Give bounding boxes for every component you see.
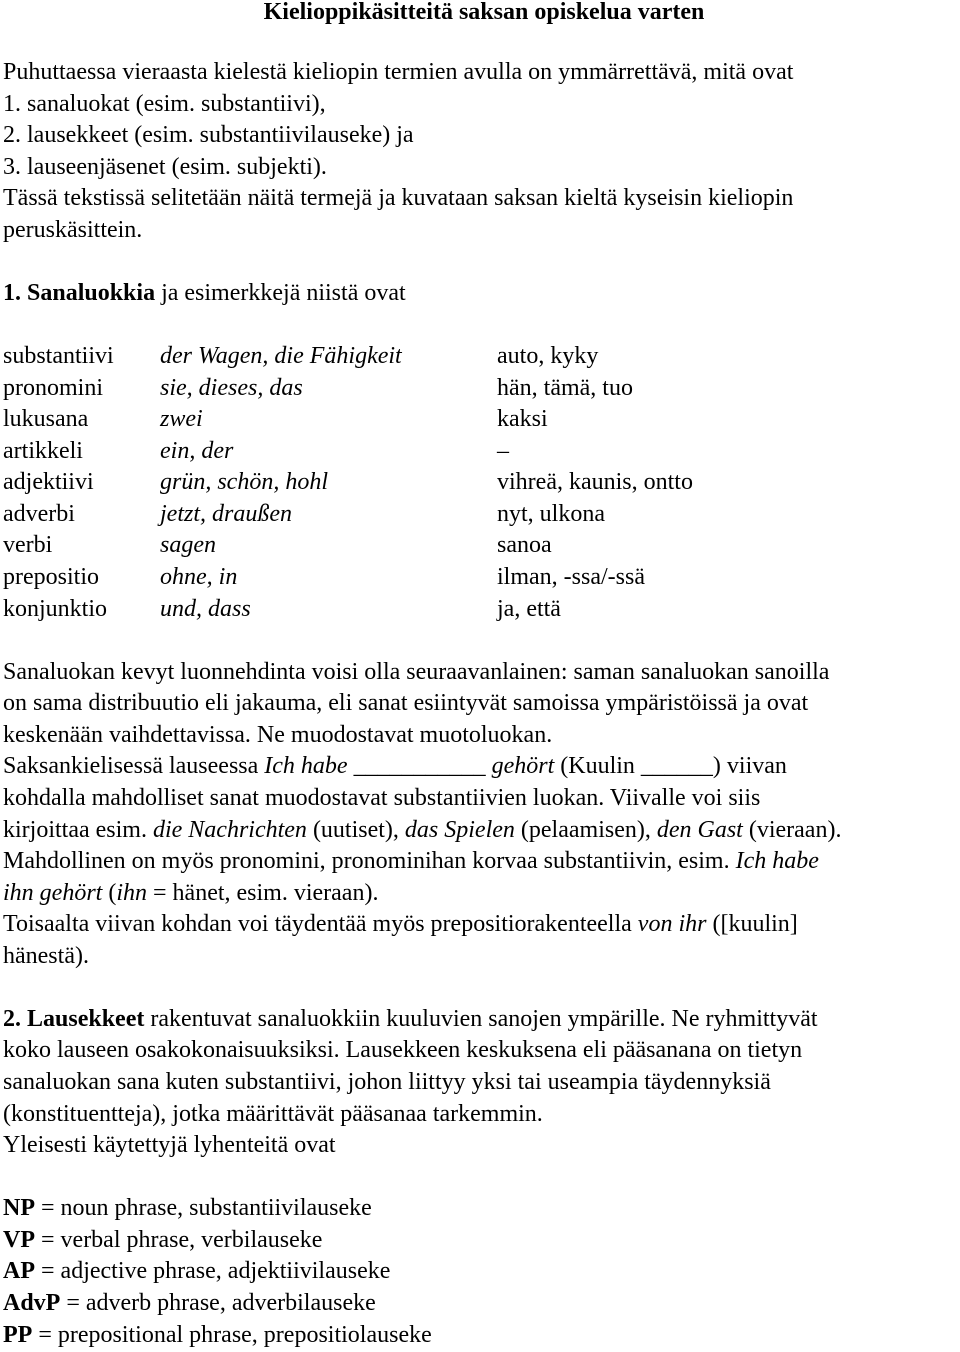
table-row xyxy=(3,530,960,562)
bold-term: 2. Lausekkeet xyxy=(3,1005,145,1032)
paragraph-line xyxy=(3,1035,960,1067)
intro-line: Tässä tekstissä selitetään näitä termejä ja kuvataan saksan kieltä kyseisin kieliopin xyxy=(3,185,794,212)
finnish-translation: nyt, ulkona xyxy=(497,500,605,527)
paragraph-line xyxy=(3,1130,960,1162)
text-run: (Kuulin ______) viivan xyxy=(554,753,787,780)
text-run: sanaluokan sana kuten substantiivi, johon liittyy yksi tai useampia täydennyksiä xyxy=(3,1069,771,1095)
paragraph-line xyxy=(3,751,960,783)
german-example: sagen xyxy=(160,532,216,559)
abbreviation-expansion: = prepositional phrase, prepositiolauseke xyxy=(32,1321,432,1348)
document-body xyxy=(3,57,960,1351)
paragraph-line xyxy=(3,878,960,910)
paragraph-line xyxy=(3,909,960,941)
intro-line: 3. lauseenjäsenet (esim. subjekti). xyxy=(3,153,327,180)
finnish-translation: kaksi xyxy=(497,406,548,433)
text-run: (uutiset), xyxy=(306,816,405,843)
italic-example: den Gast xyxy=(656,816,743,843)
text-run: kirjoittaa esim. xyxy=(3,816,153,843)
text-run: Saksankielisessä lauseessa xyxy=(3,753,265,780)
finnish-translation: ja, että xyxy=(497,595,561,622)
word-class-name: substantiivi xyxy=(3,343,114,370)
word-class-name: prepositio xyxy=(3,564,99,590)
paragraph-line xyxy=(3,1099,960,1131)
table-row xyxy=(3,499,960,531)
italic-example: Ich habe xyxy=(735,848,819,875)
abbreviation-line xyxy=(3,1256,960,1288)
finnish-translation: vihreä, kaunis, ontto xyxy=(497,469,693,496)
german-example: und, dass xyxy=(160,595,251,622)
italic-example: Ich habe xyxy=(264,753,348,780)
german-example: zwei xyxy=(160,406,203,433)
section-heading-text: ja esimerkkejä niistä ovat xyxy=(155,279,406,306)
abbreviation: AP xyxy=(3,1258,35,1285)
word-class-name: adverbi xyxy=(3,500,75,527)
paragraph-line xyxy=(3,815,960,847)
italic-example: die Nachrichten xyxy=(152,816,307,843)
italic-example: von ihr xyxy=(637,911,707,938)
abbreviation-line xyxy=(3,1288,960,1320)
finnish-translation: – xyxy=(497,437,509,464)
german-example: ein, der xyxy=(160,437,234,464)
word-class-name: lukusana xyxy=(3,406,89,433)
abbreviation-list xyxy=(3,1193,960,1351)
word-class-name: pronomini xyxy=(3,374,103,401)
text-run: (pelaamisen), xyxy=(514,816,657,843)
text-run: hänestä). xyxy=(3,942,89,969)
german-example: ohne, in xyxy=(160,564,238,590)
table-row xyxy=(3,594,960,626)
abbreviation-expansion: = verbal phrase, verbilauseke xyxy=(35,1226,323,1253)
text-run: keskenään vaihdettavissa. Ne muodostavat muotoluokan. xyxy=(3,721,553,748)
word-class-paragraph xyxy=(3,657,960,973)
blank-line xyxy=(3,972,960,1004)
blank-line xyxy=(3,246,960,278)
text-run: Mahdollinen on myös pronomini, pronominihan korvaa substantiivin, esim. xyxy=(3,848,736,875)
intro-line: Puhuttaessa vieraasta kielestä kieliopin termien avulla on ymmärrettävä, mitä ovat xyxy=(3,59,794,85)
abbreviation-expansion: = adjective phrase, adjektiivilauseke xyxy=(35,1258,391,1285)
section-heading xyxy=(3,278,960,310)
text-run: Yleisesti käytettyjä lyhenteitä ovat xyxy=(3,1132,336,1159)
word-class-name: verbi xyxy=(3,532,53,559)
table-row xyxy=(3,373,960,405)
paragraph-line xyxy=(3,783,960,815)
phrase-paragraph xyxy=(3,1004,960,1162)
abbreviation: VP xyxy=(3,1226,35,1253)
abbreviation-expansion: = noun phrase, substantiivilauseke xyxy=(35,1195,372,1222)
paragraph-line xyxy=(3,720,960,752)
text-run: (vieraan). xyxy=(742,816,842,843)
word-class-name: adjektiivi xyxy=(3,469,94,496)
table-row xyxy=(3,404,960,436)
finnish-translation: ilman, -ssa/-ssä xyxy=(497,564,645,590)
intro xyxy=(3,57,960,246)
paragraph-line xyxy=(3,1004,960,1036)
text-run: on sama distribuutio eli jakauma, eli sanat esiintyvät samoissa ympäristöissä ja ovat xyxy=(3,690,809,717)
table-row xyxy=(3,436,960,468)
finnish-translation: sanoa xyxy=(497,532,552,559)
italic-example: ihn xyxy=(116,879,147,906)
blank-line xyxy=(3,310,960,342)
paragraph-line xyxy=(3,1067,960,1099)
text-run: Toisaalta viivan kohdan voi täydentää myös prepositiorakenteella xyxy=(3,911,638,938)
document-title: Kielioppikäsitteitä saksan opiskelua varten xyxy=(263,0,705,25)
paragraph-line xyxy=(3,688,960,720)
finnish-translation: auto, kyky xyxy=(497,343,599,370)
table-row xyxy=(3,467,960,499)
word-class-name: artikkeli xyxy=(3,437,83,464)
text-run: rakentuvat sanaluokkiin kuuluvien sanojen ympärille. Ne ryhmittyvät xyxy=(144,1005,818,1032)
abbreviation: NP xyxy=(3,1195,35,1222)
intro-line: 2. lausekkeet (esim. substantiivilauseke) ja xyxy=(3,122,414,149)
german-example: sie, dieses, das xyxy=(160,374,303,401)
blank-line xyxy=(3,1162,960,1194)
italic-example: das Spielen xyxy=(404,816,515,843)
abbreviation-line xyxy=(3,1193,960,1225)
intro-line: 1. sanaluokat (esim. substantiivi), xyxy=(3,90,326,117)
italic-example: gehört xyxy=(491,753,555,780)
text-run: koko lauseen osakokonaisuuksiksi. Lausekkeen keskuksena eli pääsanana on tietyn xyxy=(3,1037,803,1064)
table-row xyxy=(3,341,960,373)
text-run: ( xyxy=(102,879,117,906)
abbreviation-expansion: = adverb phrase, adverbilauseke xyxy=(60,1289,376,1316)
abbreviation: PP xyxy=(3,1321,33,1348)
german-example: jetzt, draußen xyxy=(160,500,292,527)
german-example: grün, schön, hohl xyxy=(160,469,328,496)
text-run: ___________ xyxy=(347,753,492,780)
text-run: (konstituentteja), jotka määrittävät pääsanaa tarkemmin. xyxy=(3,1100,543,1127)
paragraph-line xyxy=(3,657,960,689)
text-run: Sanaluokan kevyt luonnehdinta voisi olla seuraavanlainen: saman sanaluokan sanoilla xyxy=(3,658,830,685)
table-row xyxy=(3,562,960,594)
finnish-translation: hän, tämä, tuo xyxy=(497,374,633,401)
abbreviation: AdvP xyxy=(3,1289,61,1316)
text-run: = hänet, esim. vieraan). xyxy=(147,879,379,906)
word-class-name: konjunktio xyxy=(3,595,108,622)
german-example: der Wagen, die Fähigkeit xyxy=(160,343,402,370)
paragraph-line xyxy=(3,941,960,973)
blank-line xyxy=(3,625,960,657)
abbreviation-line xyxy=(3,1225,960,1257)
abbreviation-line xyxy=(3,1320,960,1352)
text-run: kohdalla mahdolliset sanat muodostavat substantiivien luokan. Viivalle voi siis xyxy=(3,784,761,811)
text-run: ([kuulin] xyxy=(706,911,798,938)
section-heading-term: 1. Sanaluokkia xyxy=(3,279,156,306)
intro-line: peruskäsittein. xyxy=(3,216,143,243)
word-class-table xyxy=(3,341,960,625)
paragraph-line xyxy=(3,846,960,878)
italic-example: ihn gehört xyxy=(3,879,103,906)
